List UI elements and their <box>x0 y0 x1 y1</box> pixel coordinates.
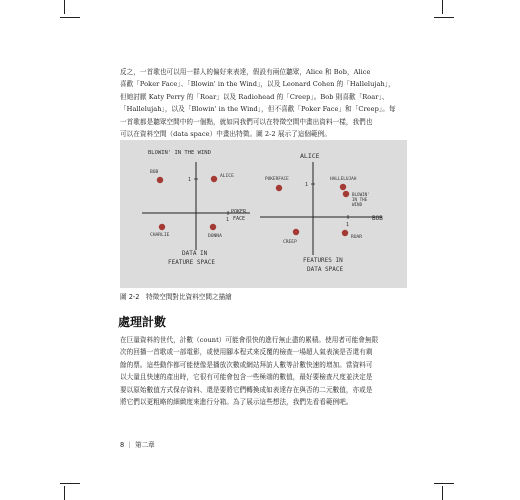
section-heading: 處理計數 <box>118 315 167 329</box>
text-line: 但她討厭 Katy Perry 的「Roar」以及 Radiohead 的「Creep」。Bob 則喜歡「Roar」、 <box>120 92 389 101</box>
body-paragraph <box>120 66 410 140</box>
crop-mark <box>434 483 454 484</box>
tick-label: 1 <box>346 222 350 228</box>
point-label: ALICE <box>220 174 234 179</box>
text-line: 在巨量資料的世代，計數（count）可能會很快的進行無止盡的累積。使用者可能會無限 <box>120 336 379 344</box>
text-line: 喜歡「Poker Face」、「Blowin' in the Wind」，以及 Leonard Cohen 的「Hallelujah」， <box>120 80 395 89</box>
data-point <box>293 229 299 235</box>
point-label: CHARLIE <box>150 233 170 238</box>
data-point <box>276 185 282 191</box>
panel-caption: DATA IN <box>182 250 208 257</box>
text-line: 一首歌都是聽眾空間中的一個點，就如同我們可以在特徵空間中畫出資料一樣，我們也 <box>120 117 373 126</box>
right-panel <box>260 152 383 273</box>
text-line: 可以在資料空間（data space）中畫出特徵。圖 2-2 展示了這個範例。 <box>120 130 331 139</box>
text-line: 將它們以更粗略的細緻度來進行分箱。為了展示這些想法，我們先看看範例吧。 <box>120 398 353 407</box>
figure-sketch <box>120 140 407 288</box>
point-label: POKERFACE <box>265 177 289 182</box>
axis-label-x: POKER <box>231 209 247 215</box>
crop-mark <box>64 486 65 500</box>
data-point <box>210 224 216 230</box>
crop-mark <box>434 17 454 18</box>
data-point <box>157 177 163 183</box>
left-panel-title: BLOWIN' IN THE WIND <box>148 150 211 156</box>
panel-caption: FEATURES IN <box>303 257 343 264</box>
right-panel-title: ALICE <box>300 152 320 160</box>
crop-mark <box>60 17 80 18</box>
data-point <box>211 176 217 182</box>
text-line: 「Hallelujah」，以及「Blowin' in the Wind」，但不喜歡「Poker Face」和「Creep」。每 <box>120 105 396 114</box>
body-paragraph <box>120 334 410 408</box>
point-label: ROAR <box>351 235 363 240</box>
axis-label-x: BOB <box>372 215 383 222</box>
figure-image <box>120 140 407 288</box>
tick-label: 1 <box>188 177 192 183</box>
left-panel <box>142 150 250 266</box>
page-footer: 8 ｜ 第二章 <box>120 441 155 449</box>
point-label: BLOWIN' <box>352 192 370 197</box>
data-point <box>159 224 165 230</box>
point-label: WIND <box>352 202 363 207</box>
point-label: BOB <box>150 170 159 175</box>
text-line: 次的回播一首歌或一部電影，或使用腳本程式來反覆的檢查一場超人氣表演是否還有剩 <box>120 348 373 357</box>
point-label: HALLELUJAH <box>330 177 357 182</box>
data-point <box>343 191 349 197</box>
tick-label: 1 <box>305 182 309 188</box>
crop-mark <box>60 483 80 484</box>
crop-mark <box>442 0 443 14</box>
point-label: CREEP <box>283 240 297 245</box>
point-label: IN THE <box>352 197 368 202</box>
crop-mark <box>64 0 65 14</box>
panel-caption: DATA SPACE <box>307 266 344 273</box>
crop-mark <box>442 486 443 500</box>
text-line: 反之，一首歌也可以用一群人的偏好來表達，假設有兩位聽眾，Alice 和 Bob，Alice <box>120 68 371 76</box>
figure-caption: 圖 2-2 特徵空間對比資料空間之描繪 <box>120 293 232 301</box>
data-point <box>342 230 348 236</box>
axis-label-x: FACE <box>233 216 246 222</box>
text-line: 以大量且快速的產出時，它很有可能會包含一些極端的數值，最好要檢查尺度並決定是 <box>120 373 373 382</box>
point-label: DONNA <box>208 234 222 239</box>
data-point <box>340 184 346 190</box>
panel-caption: FEATURE SPACE <box>168 259 215 266</box>
tick-label: 1 <box>226 217 230 223</box>
text-line: 餘的票。這些動作都可能使像是播放次數或網站拜訪人數等計數快速的增加。當資料可 <box>120 360 373 369</box>
text-line: 要以原始數值方式保存資料、還是要將它們轉換成如表達存在與否的二元數值，亦或是 <box>120 385 373 394</box>
